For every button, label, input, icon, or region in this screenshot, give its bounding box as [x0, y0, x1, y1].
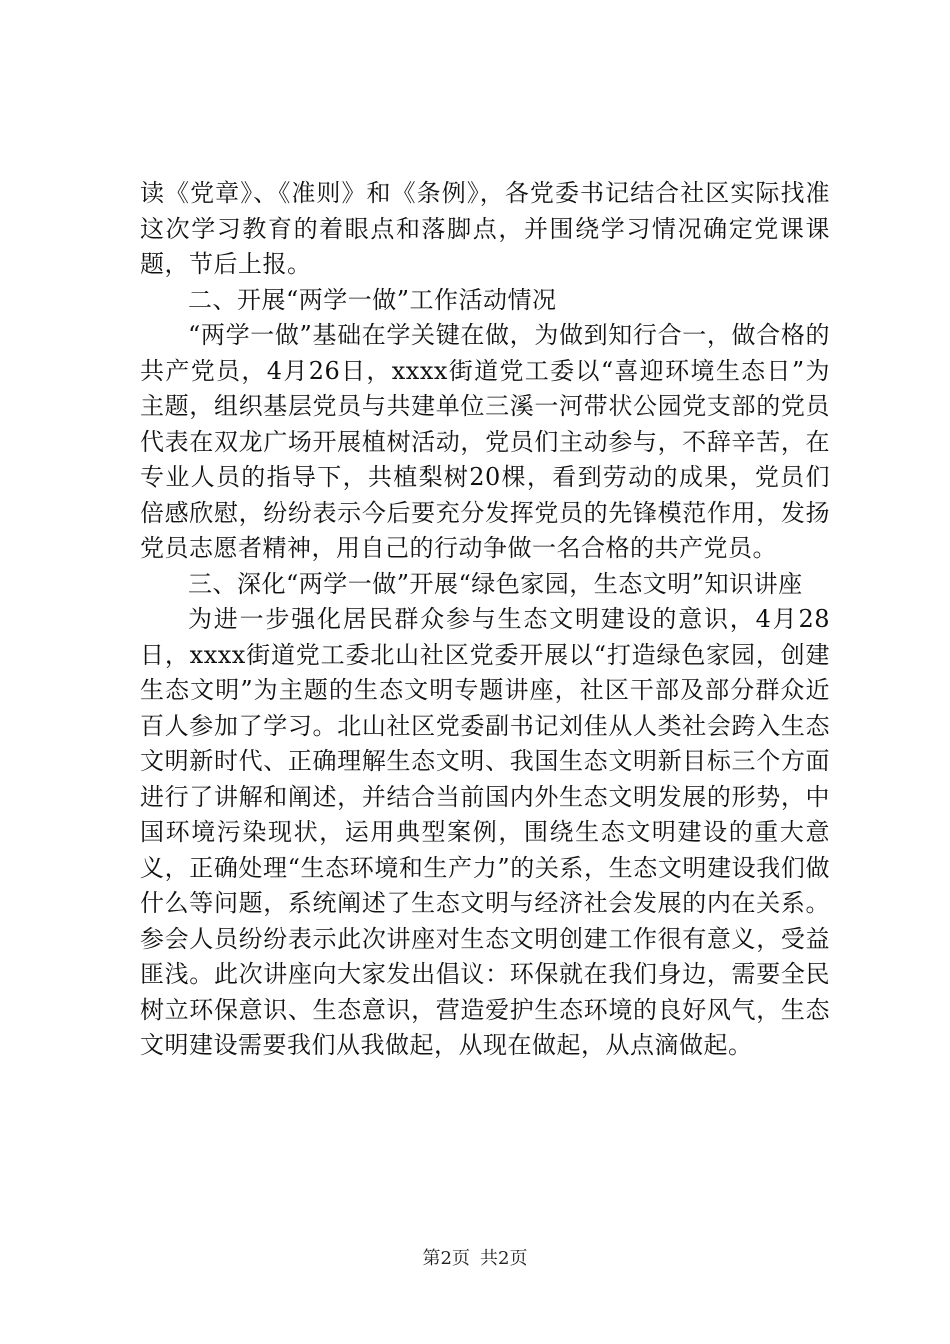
paragraph-continuation: 读《党章》、《准则》和《条例》，各党委书记结合社区实际找准这次学习教育的着眼点和落脚点，并围绕学习情况确定党课课题，节后上报。 — [140, 179, 830, 278]
page-footer — [0, 1244, 950, 1270]
section-heading-2: 二、开展“两学一做”工作活动情况 — [188, 285, 557, 314]
page-number: 第2页 — [422, 1248, 470, 1269]
page-total: 共2页 — [480, 1248, 528, 1269]
paragraph-tree-planting: “两学一做”基础在学关键在做，为做到知行合一，做合格的共产党员，4月26日，xxxx街道党工委以“喜迎环境生态日”为主题，组织基层党员与共建单位三溪一河带状公园党支部的党员代表在双龙广场开展植树活动，党员们主动参与，不辞辛苦，在专业人员的指导下，共植梨树20棵，看到劳动的成果，党员们倍感欣慰，纷纷表示今后要充分发挥党员的先锋模范作用，发扬党员志愿者精神，用自己的行动争做一名合格的共产党员。 — [140, 321, 830, 562]
paragraph-lecture: 为进一步强化居民群众参与生态文明建设的意识，4月28日，xxxx街道党工委北山社区党委开展以“打造绿色家园，创建生态文明”为主题的生态文明专题讲座，社区干部及部分群众近百人参加了学习。北山社区党委副书记刘佳从人类社会跨入生态文明新时代、正确理解生态文明、我国生态文明新目标三个方面进行了讲解和阐述，并结合当前国内外生态文明发展的形势，中国环境污染现状，运用典型案例，围绕生态文明建设的重大意义，正确处理“生态环境和生产力”的关系，生态文明建设我们做什么等问题，系统阐述了生态文明与经济社会发展的内在关系。参会人员纷纷表示此次讲座对生态文明创建工作很有意义，受益匪浅。此次讲座向大家发出倡议：环保就在我们身边，需要全民树立环保意识、生态意识，营造爱护生态环境的良好风气，生态文明建设需要我们从我做起，从现在做起，从点滴做起。 — [140, 605, 830, 1059]
section-heading-3: 三、深化“两学一做”开展“绿色家园，生态文明”知识讲座 — [188, 569, 803, 598]
document-body — [140, 176, 830, 1064]
